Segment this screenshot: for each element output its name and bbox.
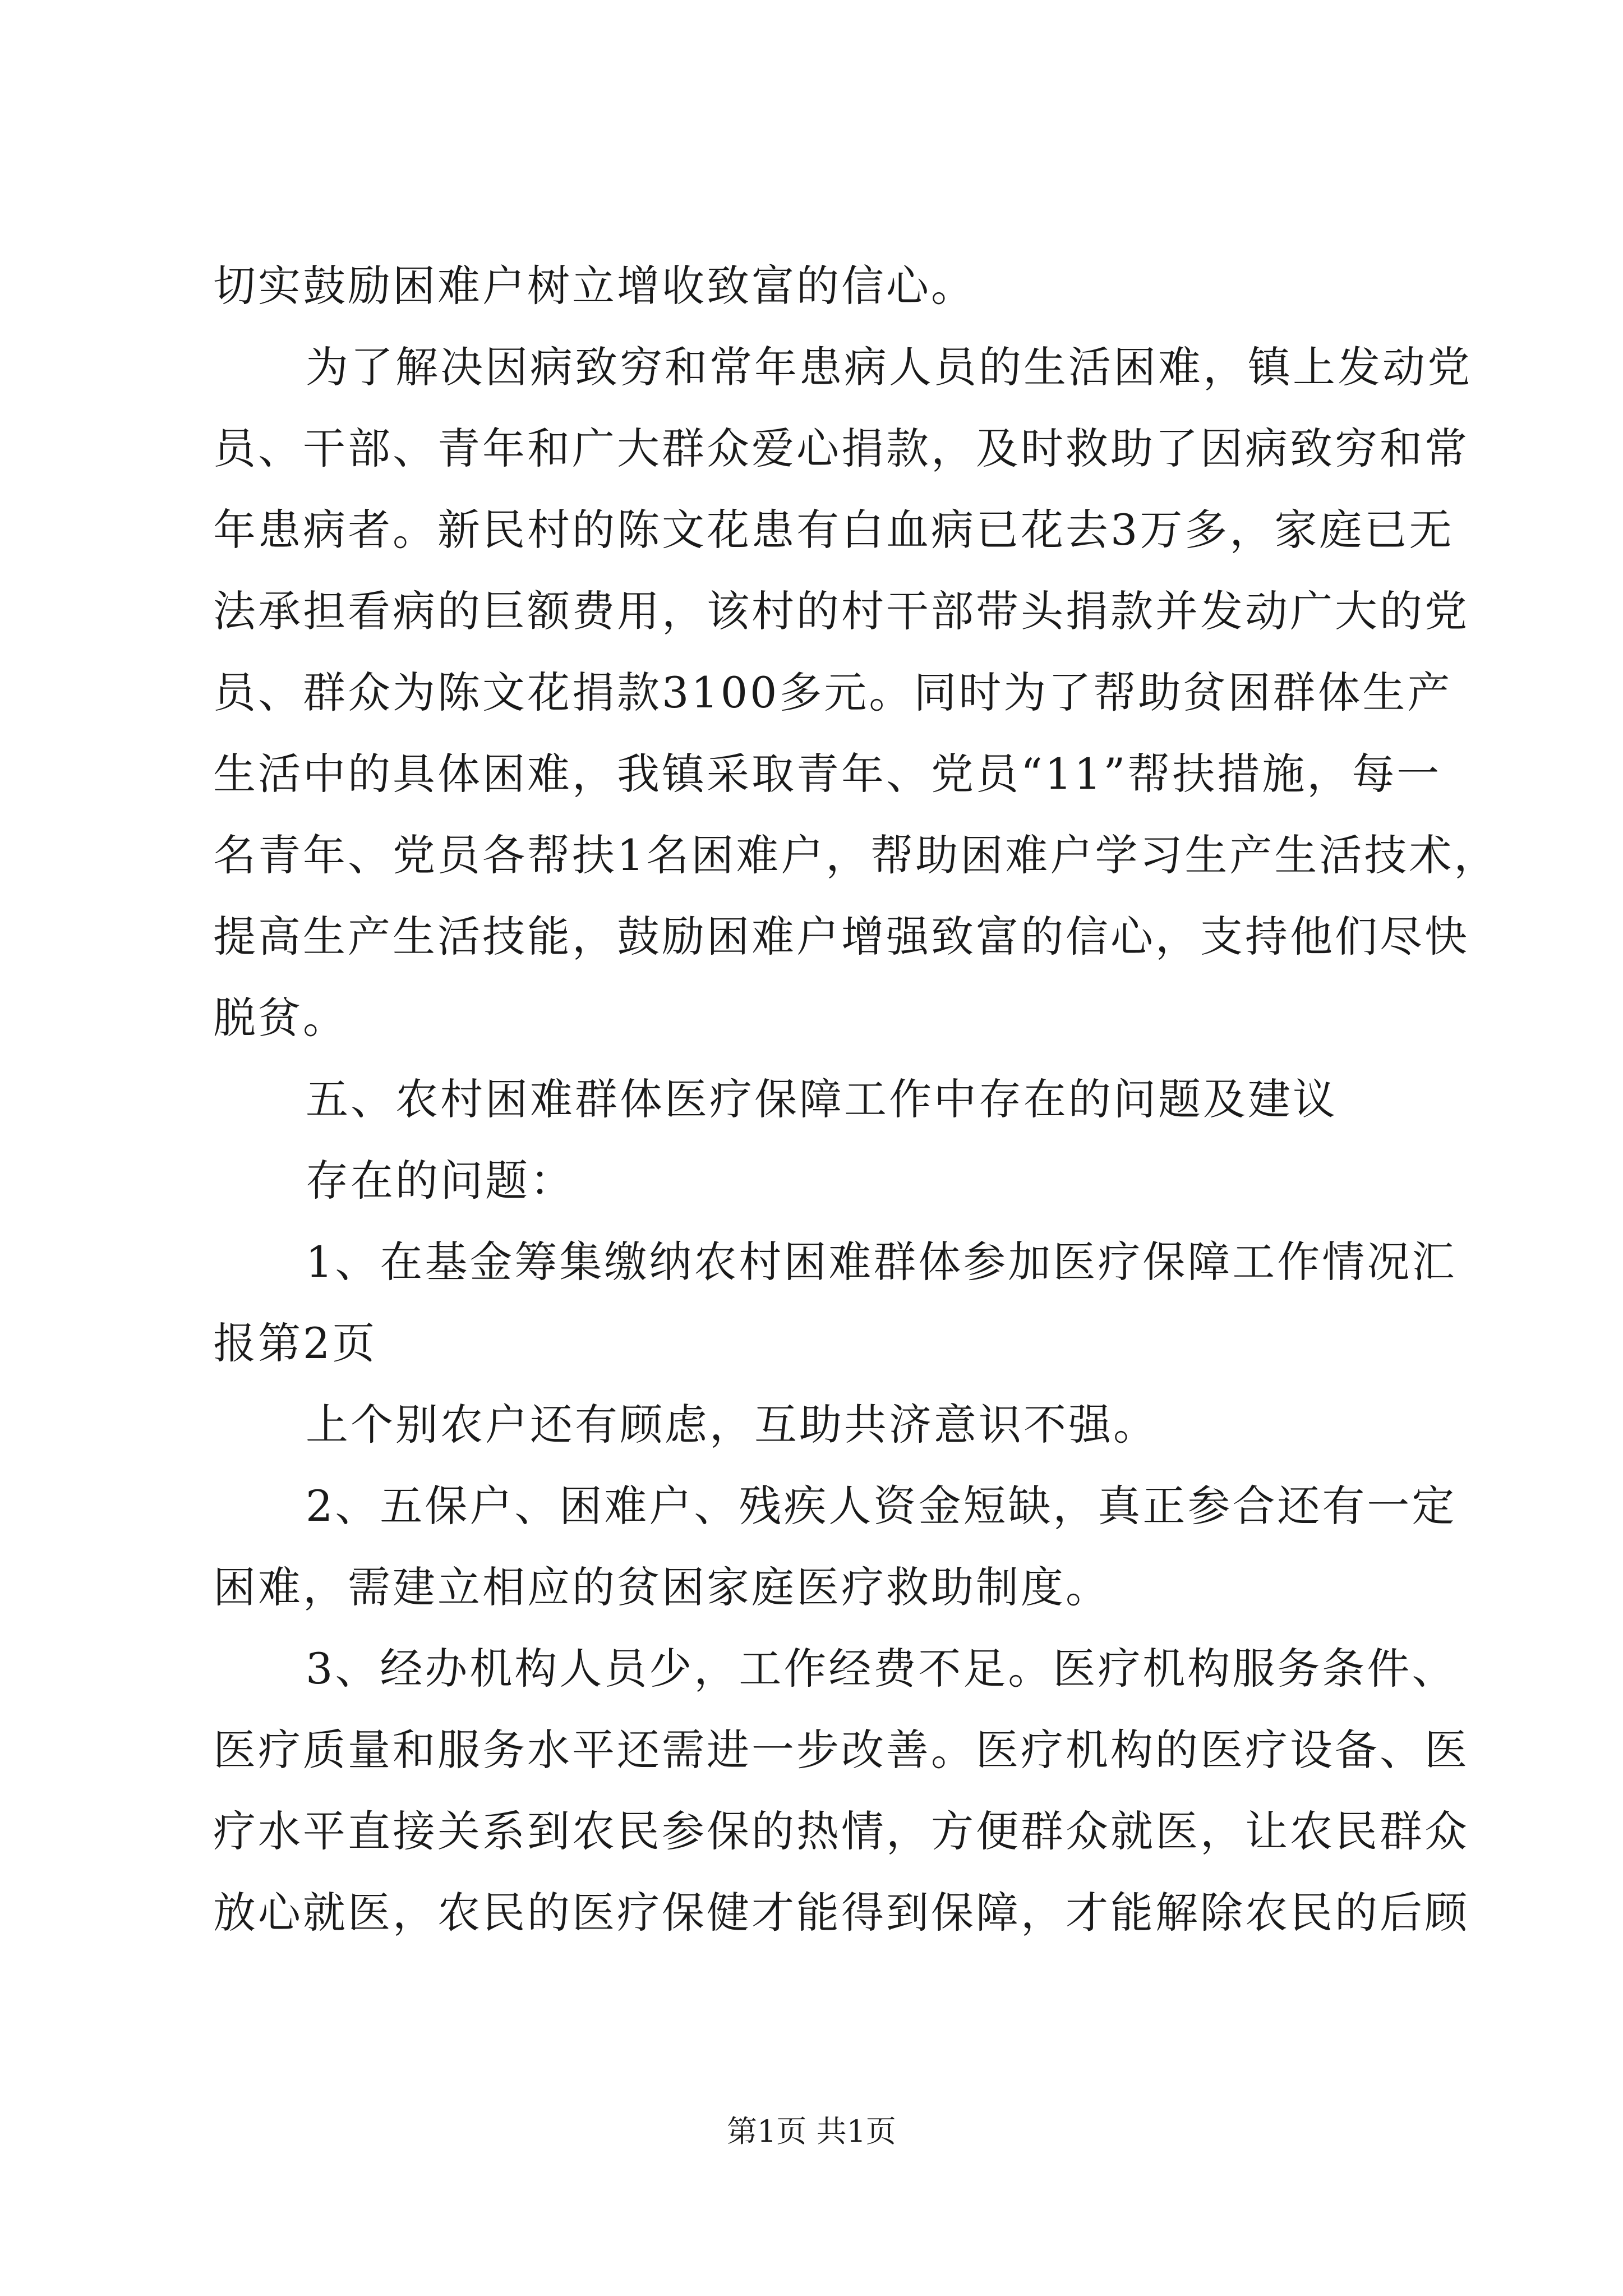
- text-line: 医疗质量和服务水平还需进一步改善。医疗机构的医疗设备、医: [213, 1725, 1469, 1775]
- text-line: 员、干部、青年和广大群众爱心捐款，及时救助了因病致穷和常: [213, 424, 1469, 473]
- text-line: 困难，需建立相应的贫困家庭医疗救助制度。: [213, 1562, 1110, 1612]
- list-item: 1、在基金筹集缴纳农村困难群体参加医疗保障工作情况汇: [306, 1237, 1457, 1287]
- text-line: 报第2页: [213, 1318, 377, 1368]
- text-line: 切实鼓励困难户树立增收致富的信心。: [213, 261, 976, 311]
- text-line: 放心就医，农民的医疗保健才能得到保障，才能解除农民的后顾: [213, 1888, 1469, 1938]
- text-line: 名青年、党员各帮扶1名困难户，帮助困难户学习生产生活技术，: [213, 830, 1499, 880]
- text-line: 脱贫。: [213, 993, 348, 1043]
- list-item: 2、五保户、困难户、残疾人资金短缺，真正参合还有一定: [306, 1481, 1457, 1531]
- subheading: 存在的问题：: [306, 1156, 575, 1205]
- text-line: 生活中的具体困难，我镇采取青年、党员“11”帮扶措施，每一: [213, 749, 1442, 799]
- text-line: 上个别农户还有顾虑，互助共济意识不强。: [306, 1400, 1158, 1450]
- text-line: 年患病者。新民村的陈文花患有白血病已花去3万多，家庭已无: [213, 505, 1454, 555]
- text-line: 提高生产生活技能，鼓励困难户增强致富的信心，支持他们尽快: [213, 912, 1469, 961]
- paragraph-first-line: 为了解决因病致穷和常年患病人员的生活困难，镇上发动党: [306, 342, 1472, 392]
- section-heading: 五、农村困难群体医疗保障工作中存在的问题及建议: [306, 1074, 1338, 1124]
- text-line: 员、群众为陈文花捐款3100多元。同时为了帮助贫困群体生产: [213, 668, 1453, 717]
- text-line: 疗水平直接关系到农民参保的热情，方便群众就医，让农民群众: [213, 1806, 1469, 1856]
- list-item: 3、经办机构人员少，工作经费不足。医疗机构服务条件、: [306, 1644, 1457, 1694]
- text-line: 法承担看病的巨额费用，该村的村干部带头捐款并发动广大的党: [213, 586, 1469, 636]
- page-footer: 第1页 共1页: [727, 2114, 896, 2149]
